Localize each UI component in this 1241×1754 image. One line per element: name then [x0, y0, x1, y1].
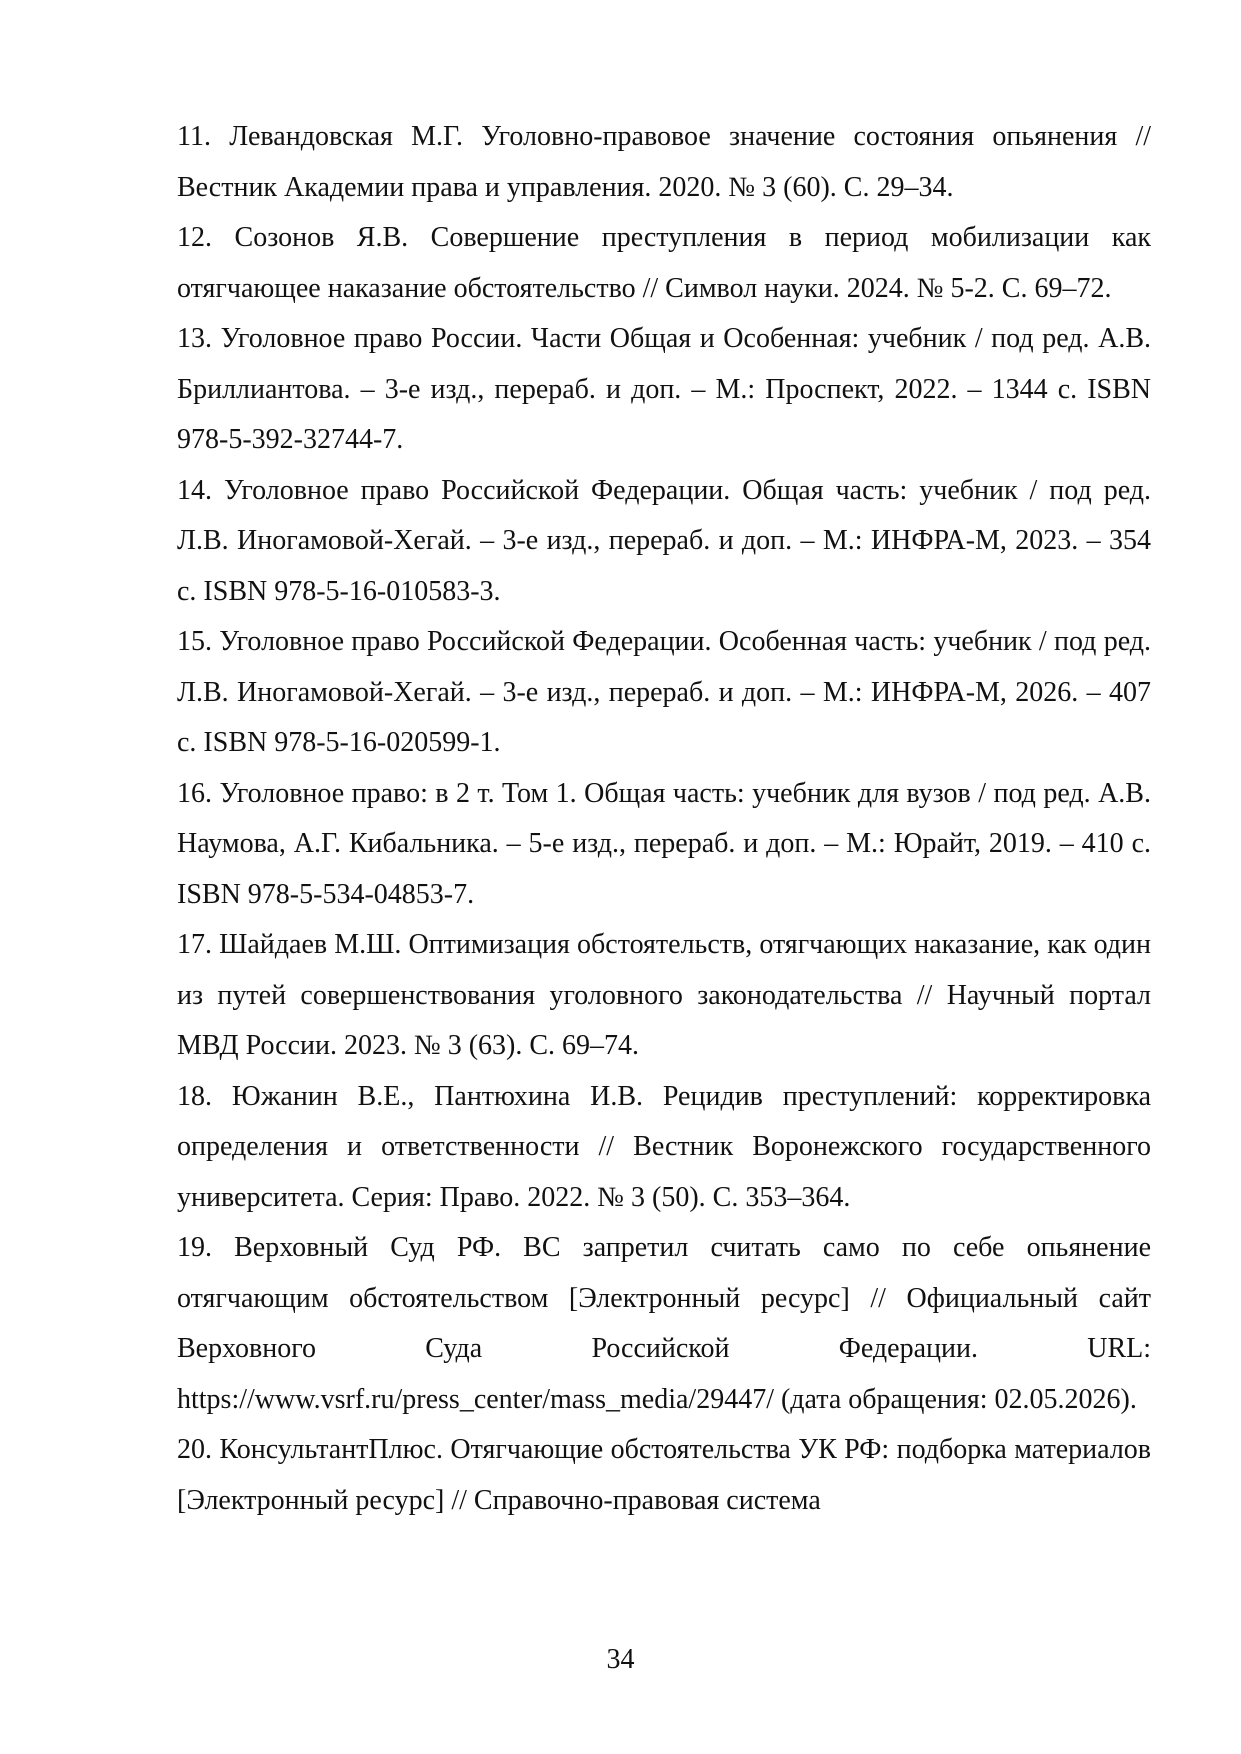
reference-number: 11. [177, 121, 211, 152]
reference-item [177, 617, 1151, 769]
reference-number: 15. [177, 626, 212, 657]
reference-text: Шайдаев М.Ш. Оптимизация обстоятельств, отягчающих наказание, как один из путей совершенствования уголовного законодательства // Научный портал МВД России. 2023. № 3 (63). С. 69–74. [177, 929, 1151, 1061]
reference-text: Уголовное право: в 2 т. Том 1. Общая часть: учебник для вузов / под ред. А.В. Наумова, А.Г. Кибальника. – 5-е изд., перераб. и доп. – М.: Юрайт, 2019. – 410 с. ISBN 978-5-534-04853-7. [177, 777, 1151, 910]
reference-text: Верховный Суд РФ. ВС запретил считать само по себе опьянение отягчающим обстоятельством [Электронный ресурс] // Официальный сайт Верховного Суда Российской Федерации. URL: https://www.vsrf.ru/press_center/mass_media/29447/ (дата обращения: 02.05.2026). [177, 1232, 1152, 1415]
reference-item [177, 1223, 1151, 1425]
reference-number: 17. [177, 929, 212, 960]
reference-number: 18. [177, 1080, 212, 1112]
reference-text: Уголовное право Российской Федерации. Особенная часть: учебник / под ред. Л.В. Иногамовой-Хегай. – 3-е изд., перераб. и доп. – М.: ИНФРА-М, 2026. – 407 с. ISBN 978-5-16-020599-1. [177, 626, 1151, 758]
reference-item [177, 920, 1151, 1072]
reference-number: 19. [177, 1232, 212, 1263]
reference-text: Уголовное право России. Части Общая и Особенная: учебник / под ред. А.В. Бриллиантова. – 3-е изд., перераб. и доп. – М.: Проспект, 2022. – 1344 с. ISBN 978-5-392-32744-7. [177, 323, 1151, 455]
reference-list [177, 112, 1151, 1526]
reference-number: 14. [177, 474, 212, 506]
reference-item [177, 314, 1151, 466]
reference-number: 20. [177, 1434, 212, 1465]
reference-item [177, 466, 1151, 618]
reference-number: 13. [177, 323, 212, 354]
reference-text: Южанин В.Е., Пантюхина И.В. Рецидив преступлений: корректировка определения и ответственности // Вестник Воронежского государственного университета. Серия: Право. 2022. № 3 (50). С. 353–364. [177, 1080, 1152, 1213]
reference-item [177, 1072, 1151, 1224]
reference-number: 12. [177, 222, 212, 253]
reference-item [177, 112, 1151, 213]
reference-item [177, 769, 1151, 921]
reference-number: 16. [177, 777, 212, 809]
reference-text: КонсультантПлюс. Отягчающие обстоятельства УК РФ: подборка материалов [Электронный ресурс] // Справочно-правовая система [177, 1434, 1152, 1516]
reference-text: Уголовное право Российской Федерации. Общая часть: учебник / под ред. Л.В. Иногамовой-Хегай. – 3-е изд., перераб. и доп. – М.: ИНФРА-М, 2023. – 354 с. ISBN 978-5-16-010583-3. [177, 474, 1152, 607]
reference-item [177, 213, 1151, 314]
reference-text: Левандовская М.Г. Уголовно-правовое значение состояния опьянения // Вестник Академии права и управления. 2020. № 3 (60). С. 29–34. [177, 121, 1152, 203]
page-number: 34 [606, 1644, 635, 1675]
reference-text: Созонов Я.В. Совершение преступления в период мобилизации как отягчающее наказание обстоятельство // Символ науки. 2024. № 5-2. С. 69–72. [177, 222, 1151, 304]
reference-item [177, 1425, 1151, 1526]
